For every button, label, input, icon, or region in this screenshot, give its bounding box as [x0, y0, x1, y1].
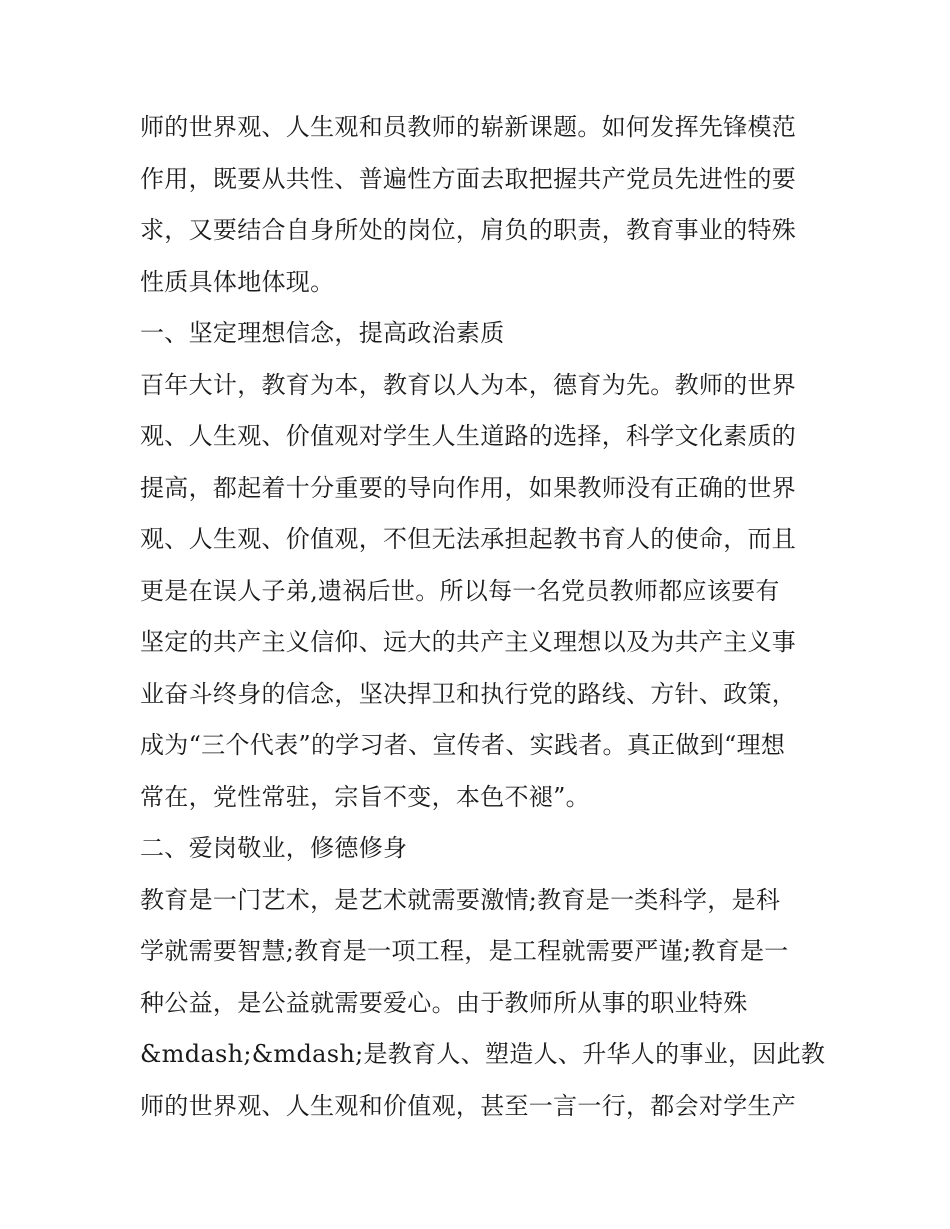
text-line: 求，又要结合自身所处的岗位，肩负的职责，教育事业的特殊 [140, 216, 797, 244]
text-line: 提高，都起着十分重要的导向作用，如果教师没有正确的世界 [140, 473, 797, 502]
text-line: 性质具体地体现。 [140, 267, 335, 296]
text-line: 业奋斗终身的信念，坚决捍卫和执行党的路线、方针、政策， [140, 679, 797, 708]
text-line: 观、人生观、价值观，不但无法承担起教书育人的使命，而且 [140, 525, 797, 553]
text-line: 学就需要智慧;教育是一项工程，是工程就需要严谨;教育是一 [140, 937, 789, 965]
text-line: 更是在误人子弟,遗祸后世。所以每一名党员教师都应该要有 [140, 576, 780, 605]
text-line: 师的世界观、人生观和员教师的崭新课题。如何发挥先锋模范 [140, 113, 797, 141]
text-line: 种公益，是公益就需要爱心。由于教师所从事的职业特殊 [140, 988, 748, 1017]
text-line: 坚定的共产主义信仰、远大的共产主义理想以及为共产主义事 [140, 628, 797, 656]
text-line: 成为“三个代表”的学习者、宣传者、实践者。真正做到“理想 [140, 731, 786, 759]
text-line: 师的世界观、人生观和价值观，甚至一言一行，都会对学生产 [140, 1091, 797, 1120]
text-line: 常在，党性常驻，宗旨不变，本色不褪”。 [140, 782, 590, 811]
text-line: 观、人生观、价值观对学生人生道路的选择，科学文化素质的 [140, 422, 797, 450]
document-body [140, 102, 826, 1132]
text-line: 教育是一门艺术，是艺术就需要激情;教育是一类科学，是科 [140, 885, 781, 914]
section-heading-1: 一、坚定理想信念，提高政治素质 [140, 319, 505, 347]
text-line: 作用，既要从共性、普遍性方面去取把握共产党员先进性的要 [140, 164, 797, 193]
text-line: 百年大计，教育为本，教育以人为本，德育为先。教师的世界 [140, 370, 797, 399]
section-heading-2: 二、爱岗敬业，修德修身 [140, 834, 408, 862]
text-line: &mdash;&mdash;是教育人、塑造人、升华人的事业，因此教 [140, 1040, 826, 1068]
